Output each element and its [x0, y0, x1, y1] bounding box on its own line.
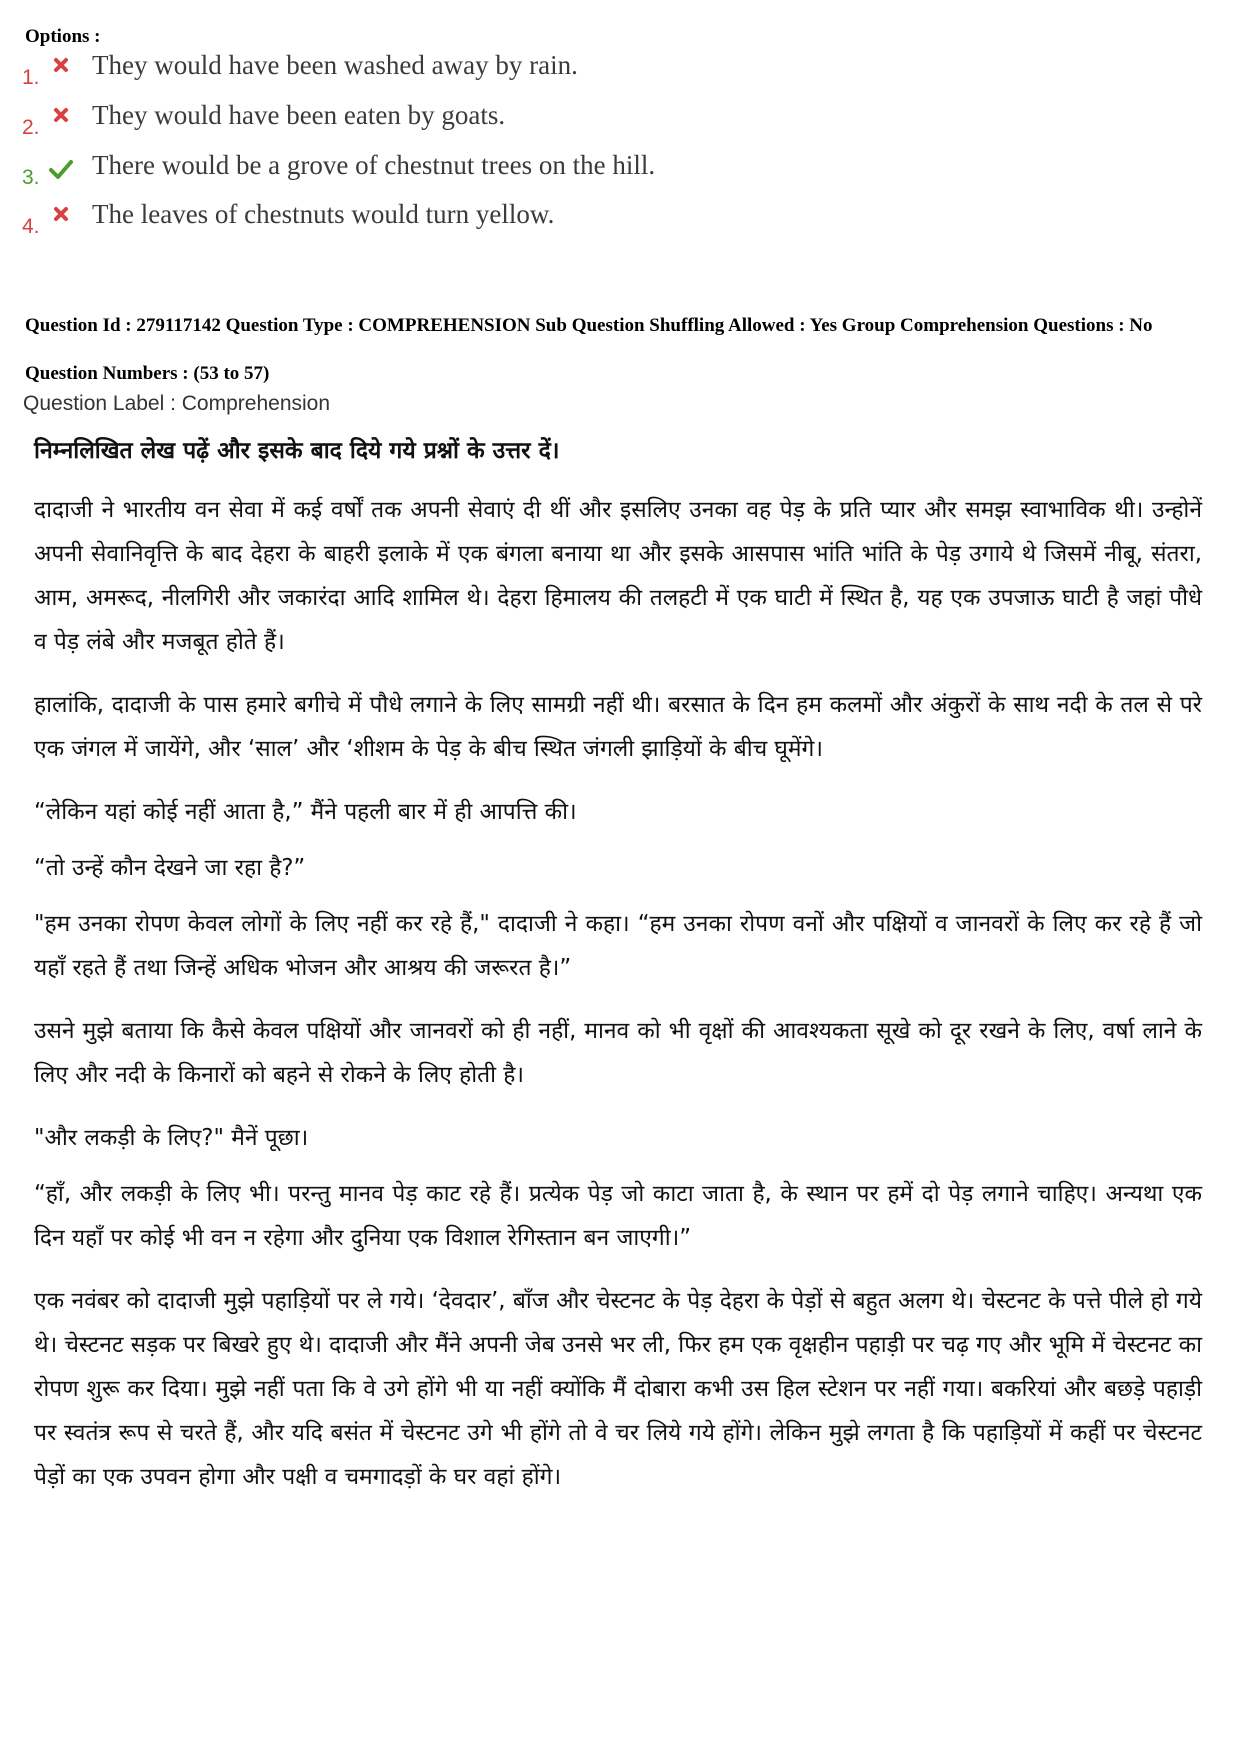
option-text: They would have been washed away by rain.: [92, 50, 578, 80]
option-text: They would have been eaten by goats.: [92, 100, 506, 130]
cross-icon: [50, 54, 72, 76]
option-text: The leaves of chestnuts would turn yellow.: [92, 199, 555, 229]
passage-paragraph: “तो उन्हें कौन देखने जा रहा है?”: [34, 855, 306, 881]
passage-paragraph: “लेकिन यहां कोई नहीं आता है,” मैंने पहली बार में ही आपत्ति की।: [34, 799, 577, 825]
passage-paragraph: "हम उनका रोपण केवल लोगों के लिए नहीं कर रहे हैं," दादाजी ने कहा। “हम उनका रोपण वनों और पक्षियों व जानवरों के लिए कर रहे हैं जो यहाँ रहते हैं तथा जिन्हें अधिक भोजन और आश्रय की जरूरत है।”: [34, 911, 1202, 981]
option-number: 4.: [22, 215, 40, 238]
option-2[interactable]: [22, 100, 922, 140]
option-3[interactable]: [22, 150, 922, 190]
option-number: 3.: [22, 166, 40, 189]
options-title: Options :: [25, 26, 101, 47]
question-numbers: Question Numbers : (53 to 57): [25, 363, 270, 384]
question-info: Question Id : 279117142 Question Type : COMPREHENSION Sub Question Shuffling Allowed : Yes Group Comprehension Questions : No: [25, 315, 1153, 336]
check-icon: [48, 158, 74, 180]
cross-icon: [50, 203, 72, 225]
option-text: There would be a grove of chestnut trees on the hill.: [92, 150, 656, 180]
passage-paragraph: एक नवंबर को दादाजी मुझे पहाड़ियों पर ले गये। ‘देवदार’, बाँज और चेस्टनट के पेड़ देहरा के पेड़ों से बहुत अलग थे। चेस्टनट के पत्ते पीले हो गये थे। चेस्टनट सड़क पर बिखरे हुए थे। दादाजी और मैंने अपनी जेब उनसे भर ली, फिर हम एक वृक्षहीन पहाड़ी पर चढ़ गए और भूमि में चेस्टनट का रोपण शुरू कर दिया। मुझे नहीं पता कि वे उगे होंगे भी या नहीं क्योंकि मैं दोबारा कभी उस हिल स्टेशन पर नहीं गया। बकरियां और बछड़े पहाड़ी पर स्वतंत्र रूप से चरते हैं, और यदि बसंत में चेस्टनट उगे भी होंगे तो वे चर लिये गये होंगे। लेकिन मुझे लगता है कि पहाड़ियों में कहीं पर चेस्टनट पेड़ों का एक उपवन होगा और पक्षी व चमगादड़ों के घर वहां होंगे।: [34, 1288, 1202, 1490]
option-4[interactable]: [22, 199, 922, 239]
passage-heading: निम्नलिखित लेख पढ़ें और इसके बाद दिये गये प्रश्नों के उत्तर दें।: [34, 438, 560, 464]
option-number: 1.: [22, 66, 40, 89]
option-number: 2.: [22, 116, 40, 139]
option-1[interactable]: [22, 50, 922, 90]
passage-paragraph: उसने मुझे बताया कि कैसे केवल पक्षियों और जानवरों को ही नहीं, मानव को भी वृक्षों की आवश्यकता सूखे को दूर रखने के लिए, वर्षा लाने के लिए और नदी के किनारों को बहने से रोकने के लिए होती है।: [34, 1018, 1202, 1088]
question-label: Question Label : Comprehension: [23, 392, 331, 415]
comprehension-passage: [34, 434, 1202, 1518]
cross-icon: [50, 104, 72, 126]
passage-paragraph: दादाजी ने भारतीय वन सेवा में कई वर्षों तक अपनी सेवाएं दी थीं और इसलिए उनका वह पेड़ के प्रति प्यार और समझ स्वाभाविक थी। उन्होनें अपनी सेवानिवृत्ति के बाद देहरा के बाहरी इलाके में एक बंगला बनाया था और इसके आसपास भांति भांति के पेड़ उगाये थे जिसमें नीबू, संतरा, आम, अमरूद, नीलगिरी और जकारंदा आदि शामिल थे। देहरा हिमालय की तलहटी में एक घाटी में स्थित है, यह एक उपजाऊ घाटी है जहां पौधे व पेड़ लंबे और मजबूत होते हैं।: [34, 497, 1202, 655]
passage-paragraph: “हाँ, और लकड़ी के लिए भी। परन्तु मानव पेड़ काट रहे हैं। प्रत्येक पेड़ जो काटा जाता है, के स्थान पर हमें दो पेड़ लगाने चाहिए। अन्यथा एक दिन यहाँ पर कोई भी वन न रहेगा और दुनिया एक विशाल रेगिस्तान बन जाएगी।”: [34, 1181, 1202, 1251]
passage-paragraph: "और लकड़ी के लिए?" मैनें पूछा।: [34, 1125, 309, 1151]
passage-paragraph: हालांकि, दादाजी के पास हमारे बगीचे में पौधे लगाने के लिए सामग्री नहीं थी। बरसात के दिन हम कलमों और अंकुरों के साथ नदी के तल से परे एक जंगल में जायेंगे, और ‘साल’ और ‘शीशम के पेड़ के बीच स्थित जंगली झाड़ियों के बीच घूमेंगे।: [34, 692, 1202, 762]
